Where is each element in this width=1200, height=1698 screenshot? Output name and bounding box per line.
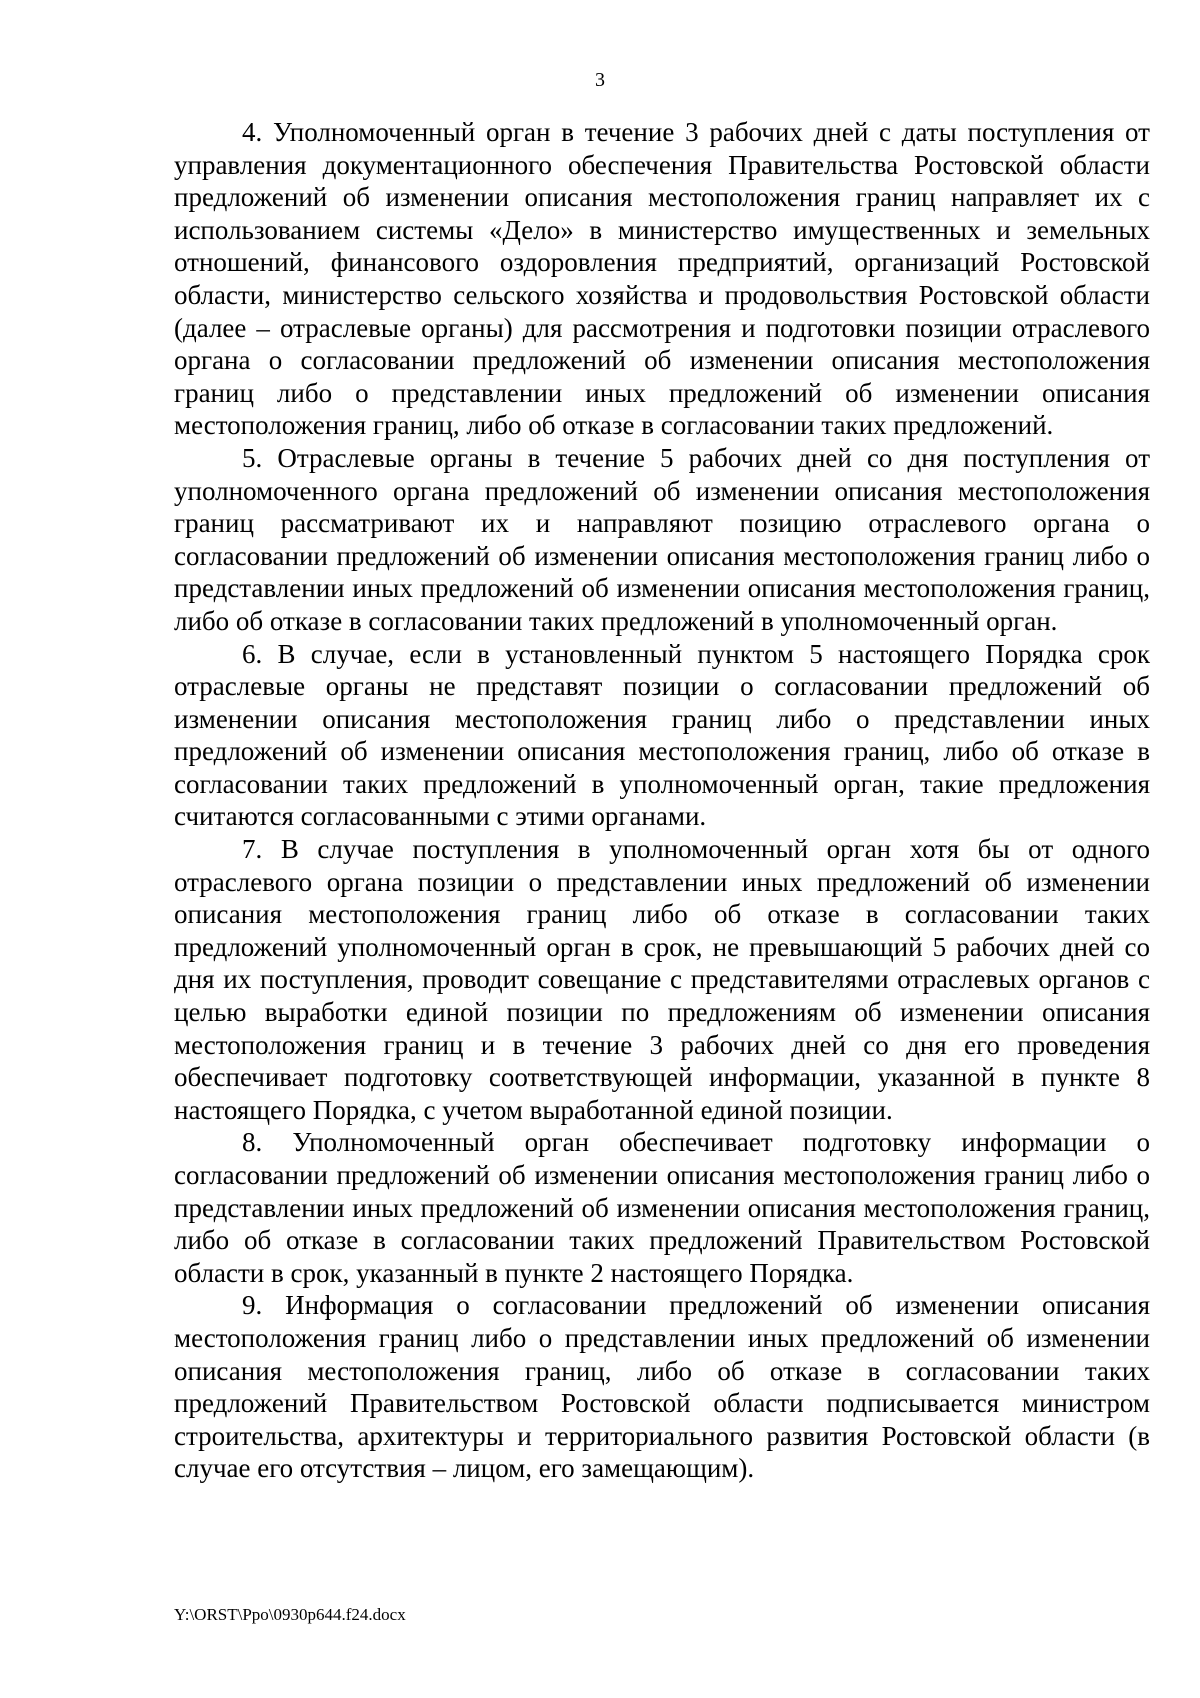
page-number: 3 [595, 69, 605, 91]
document-body [174, 116, 1150, 1485]
paragraph-4: 4. Уполномоченный орган в течение 3 рабочих дней с даты поступления от управления документационного обеспечения Правительства Ростовской области предложений об изменении описания местоположения границ направляет их с использованием системы «Дело» в министерство имущественных и земельных отношений, финансового оздоровления предприятий, организаций Ростовской области, министерство сельского хозяйства и продовольствия Ростовской области (далее – отраслевые органы) для рассмотрения и подготовки позиции отраслевого органа о согласовании предложений об изменении описания местоположения границ либо о представлении иных предложений об изменении описания местоположения границ, либо об отказе в согласовании таких предложений. [174, 117, 1150, 441]
paragraph-7: 7. В случае поступления в уполномоченный орган хотя бы от одного отраслевого органа позиции о представлении иных предложений об изменении описания местоположения границ либо об отказе в согласовании таких предложений уполномоченный орган в срок, не превышающий 5 рабочих дней со дня их поступления, проводит совещание с представителями отраслевых органов с целью выработки единой позиции по предложениям об изменении описания местоположения границ и в течение 3 рабочих дней со дня его проведения обеспечивает подготовку соответствующей информации, указанной в пункте 8 настоящего Порядка, с учетом выработанной единой позиции. [174, 834, 1150, 1125]
paragraph-9: 9. Информация о согласовании предложений об изменении описания местоположения границ либо о представлении иных предложений об изменении описания местоположения границ, либо об отказе в согласовании таких предложений Правительством Ростовской области подписывается министром строительства, архитектуры и территориального развития Ростовской области (в случае его отсутствия – лицом, его замещающим). [174, 1290, 1150, 1484]
paragraph-5: 5. Отраслевые органы в течение 5 рабочих дней со дня поступления от уполномоченного органа предложений об изменении описания местоположения границ рассматривают их и направляют позицию отраслевого органа о согласовании предложений об изменении описания местоположения границ либо о представлении иных предложений об изменении описания местоположения границ, либо об отказе в согласовании таких предложений в уполномоченный орган. [174, 442, 1150, 636]
paragraph-8: 8. Уполномоченный орган обеспечивает подготовку информации о согласовании предложений об изменении описания местоположения границ либо о представлении иных предложений об изменении описания местоположения границ, либо об отказе в согласовании таких предложений Правительством Ростовской области в срок, указанный в пункте 2 настоящего Порядка. [174, 1127, 1150, 1288]
paragraph-6: 6. В случае, если в установленный пунктом 5 настоящего Порядка срок отраслевые органы не представят позиции о согласовании предложений об изменении описания местоположения границ либо о представлении иных предложений об изменении описания местоположения границ, либо об отказе в согласовании таких предложений в уполномоченный орган, такие предложения считаются согласованными с этими органами. [174, 638, 1150, 832]
footer-file-path: Y:\ORST\Ppo\0930p644.f24.docx [174, 1605, 406, 1624]
